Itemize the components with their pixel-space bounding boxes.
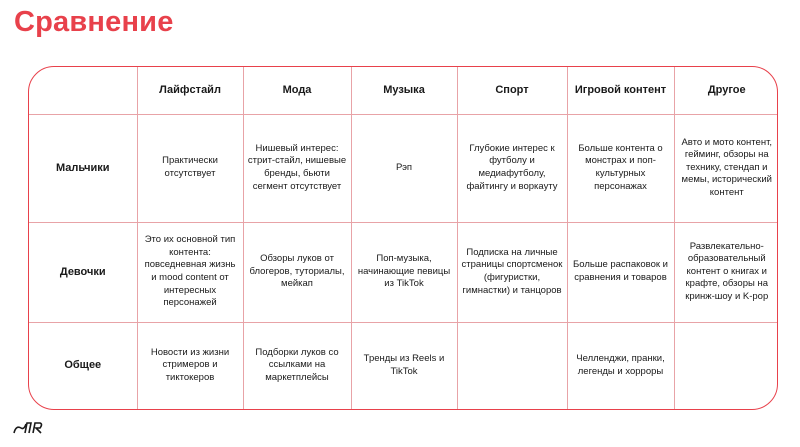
table-cell: Обзоры луков от блогеров, туториалы, мейкап	[243, 222, 351, 322]
table-cell: Нишевый интерес: стрит-стайл, нишевые бренды, бьюти сегмент отсутствует	[243, 114, 351, 222]
table-row	[29, 222, 778, 322]
comparison-table-frame	[28, 66, 778, 410]
column-header: Спорт	[457, 67, 567, 114]
table-cell: Это их основной тип контента: повседневная жизнь и mood content от интересных персонажей	[137, 222, 243, 322]
comparison-table	[29, 67, 778, 409]
table-cell: Развлекательно-образовательный контент о книгах и крафте, обзоры на кринж-шоу и K-pop	[674, 222, 778, 322]
brand-logo-icon	[12, 420, 46, 436]
table-cell: Тренды из Reels и TikTok	[351, 322, 457, 409]
column-header: Музыка	[351, 67, 457, 114]
table-cell: Больше контента о монстрах и поп-культурных персонажах	[567, 114, 674, 222]
table-cell: Больше распаковок и сравнения и товаров	[567, 222, 674, 322]
table-cell: Авто и мото контент, гейминг, обзоры на технику, стендап и мемы, исторический контент	[674, 114, 778, 222]
column-header: Другое	[674, 67, 778, 114]
table-cell: Подписка на личные страницы спортсменок (фигуристки, гимнастки) и танцоров	[457, 222, 567, 322]
table-cell: Челленджи, пранки, легенды и хорроры	[567, 322, 674, 409]
row-header: Мальчики	[29, 114, 137, 222]
table-cell: Поп-музыка, начинающие певицы из TikTok	[351, 222, 457, 322]
corner-cell	[29, 67, 137, 114]
table-row	[29, 114, 778, 222]
table-cell: Глубокие интерес к футболу и медиафутболу, файтингу и воркауту	[457, 114, 567, 222]
column-header: Игровой контент	[567, 67, 674, 114]
column-header: Лайфстайл	[137, 67, 243, 114]
row-header: Общее	[29, 322, 137, 409]
column-header: Мода	[243, 67, 351, 114]
table-row	[29, 322, 778, 409]
table-cell: Подборки луков со ссылками на маркетплейсы	[243, 322, 351, 409]
table-cell: Новости из жизни стримеров и тиктокеров	[137, 322, 243, 409]
row-header: Девочки	[29, 222, 137, 322]
page-title: Сравнение	[14, 6, 174, 38]
table-cell: Практически отсутствует	[137, 114, 243, 222]
table-cell	[457, 322, 567, 409]
table-cell: Рэп	[351, 114, 457, 222]
header-row	[29, 67, 778, 114]
table-cell	[674, 322, 778, 409]
